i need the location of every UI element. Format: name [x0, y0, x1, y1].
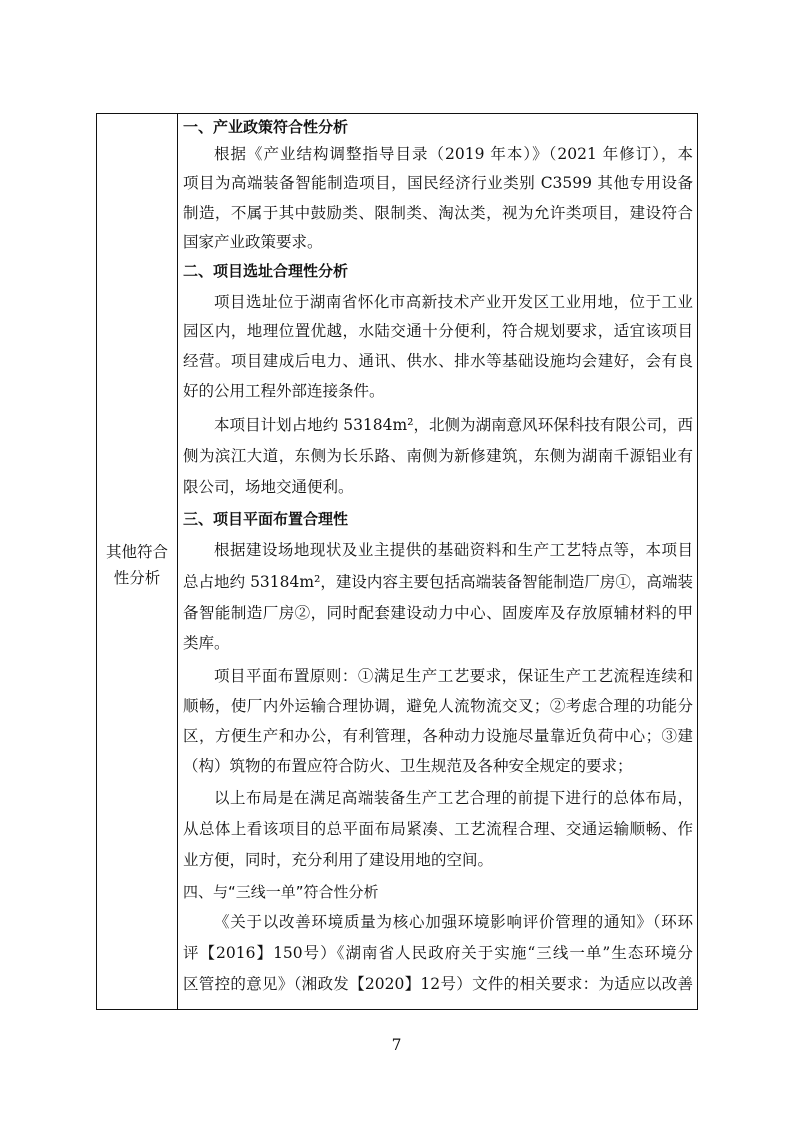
text-line: 总占地约 53184m²，建设内容主要包括高端装备智能制造厂房①，高端装	[183, 573, 693, 591]
row-label	[97, 539, 177, 591]
text-line: 类库。	[183, 634, 230, 652]
page-number: 7	[391, 1036, 402, 1054]
text-line: 项目选址位于湖南省怀化市高新技术产业开发区工业用地，位于工业	[214, 293, 693, 311]
text-line: 经营。项目建成后电力、通讯、供水、排水等基础设施均会建好，会有良	[183, 352, 693, 370]
label-cell	[97, 114, 178, 1009]
text-line: 侧为滨江大道，东侧为长乐路、南侧为新修建筑，东侧为湖南千源铝业有	[183, 447, 693, 465]
text-line: 好的公用工程外部连接条件。	[183, 382, 385, 400]
text-line: 顺畅，使厂内外运输合理协调，避免人流物流交叉；②考虑合理的功能分	[183, 697, 693, 715]
text-line: 根据建设场地现状及业主提供的基础资料和生产工艺特点等，本项目	[214, 541, 693, 559]
row-label-line: 性分析	[113, 569, 161, 587]
text-line: 区管控的意见》（湘政发【2020】12号）文件的相关要求：为适应以改善	[183, 975, 693, 993]
section-heading-site-selection: 二、项目选址合理性分析	[183, 262, 349, 280]
section-heading-industry-policy: 一、产业政策符合性分析	[183, 118, 349, 136]
text-line: （构）筑物的布置应符合防火、卫生规范及各种安全规定的要求；	[183, 757, 633, 775]
text-line: 根据《产业结构调整指导目录（2019 年本）》（2021 年修订），本	[214, 145, 693, 163]
content-table	[96, 113, 698, 1010]
text-line: 《关于以改善环境质量为核心加强环境影响评价管理的通知》（环环	[214, 913, 693, 931]
text-line: 制造，不属于其中鼓励类、限制类、淘汰类，视为允许类项目，建设符合	[183, 204, 693, 222]
text-line: 评【2016】150号）《湖南省人民政府关于实施“三线一单”生态环境分	[183, 944, 693, 962]
section-heading-three-lines: 四、与“三线一单”符合性分析	[183, 883, 379, 901]
text-line: 业方便，同时，充分利用了建设用地的空间。	[183, 851, 494, 869]
text-line: 项目平面布置原则：①满足生产工艺要求，保证生产工艺流程连续和	[214, 667, 693, 685]
text-line: 本项目计划占地约 53184m²，北侧为湖南意风环保科技有限公司，西	[214, 416, 693, 434]
text-line: 项目为高端装备智能制造项目，国民经济行业类别 C3599 其他专用设备	[183, 174, 693, 192]
text-line: 备智能制造厂房②，同时配套建设动力中心、固废库及存放原辅材料的甲	[183, 604, 693, 622]
text-line: 从总体上看该项目的总平面布局紧凑、工艺流程合理、交通运输顺畅、作	[183, 820, 693, 838]
text-line: 园区内，地理位置优越，水陆交通十分便利，符合规划要求，适宜该项目	[183, 322, 693, 340]
text-line: 国家产业政策要求。	[183, 233, 323, 251]
section-heading-layout: 三、项目平面布置合理性	[183, 510, 349, 528]
row-label-line: 其他符合	[105, 543, 168, 561]
text-line: 以上布局是在满足高端装备生产工艺合理的前提下进行的总体布局，	[214, 789, 693, 807]
text-line: 区，方便生产和办公，有利管理，各种动力设施尽量靠近负荷中心；③建	[183, 727, 693, 745]
text-line: 限公司，场地交通便利。	[183, 478, 354, 496]
